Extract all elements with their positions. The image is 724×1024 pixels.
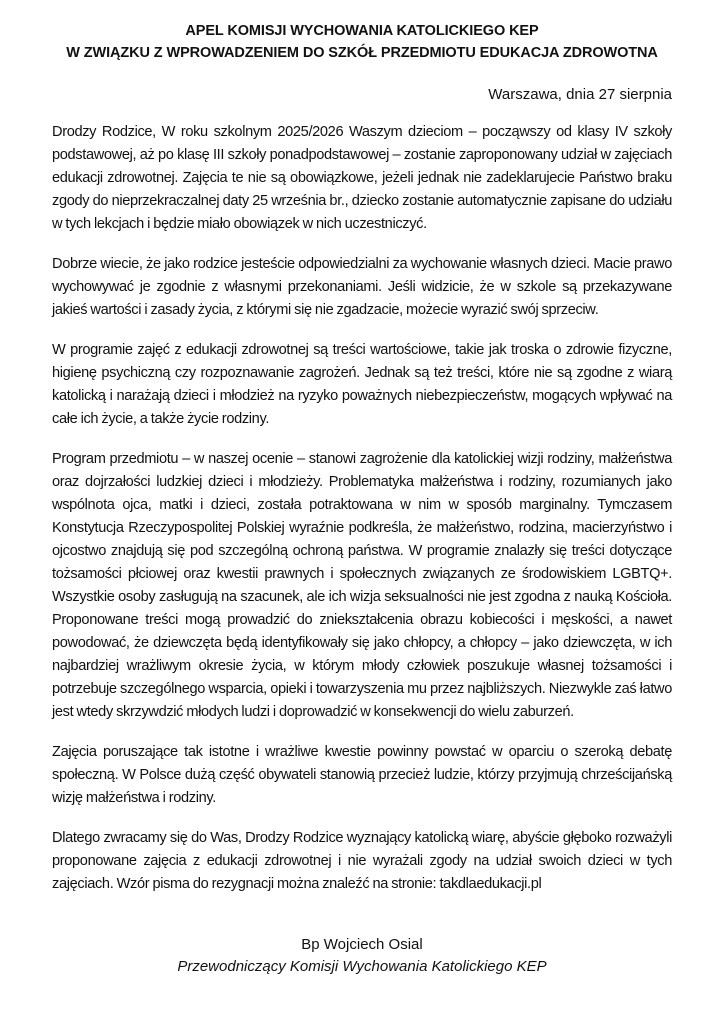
letter-body (52, 121, 672, 913)
place-date: Warszawa, dnia 27 sierpnia (488, 86, 672, 103)
document-title (0, 20, 724, 64)
paragraph-parental-rights: Dobrze wiecie, że jako rodzice jesteście odpowiedzialni za wychowanie własnych dzieci. Macie prawo wychowywać je zgodnie z własnymi przekonaniami. Jeśli widzicie, że w szkole są przekazywane jakieś wartości i zasady życia, z którymi się nie zgadzacie, możecie wyrazić swój sprzeciw. (52, 256, 672, 318)
signatory-role: Przewodniczący Komisji Wychowania Katolickiego KEP (177, 958, 547, 975)
title-line-1: APEL KOMISJI WYCHOWANIA KATOLICKIEGO KEP (185, 23, 539, 39)
paragraph-intro: Drodzy Rodzice, W roku szkolnym 2025/2026 Waszym dzieciom – począwszy od klasy IV szkoły podstawowej, aż po klasę III szkoły ponadpodstawowej – zostanie zaproponowany udział w zajęciach edukacji zdrowotnej. Zajęcia te nie są obowiązkowe, jeżeli jednak nie zadeklarujecie Państwo braku zgody do nieprzekraczalnej daty 25 września br., dziecko zostanie automatycznie zapisane do udziału w tych lekcjach i będzie miało obowiązek w nich uczestniczyć. (52, 124, 672, 232)
paragraph-appeal: Dlatego zwracamy się do Was, Drodzy Rodzice wyznający katolicką wiarę, abyście głęboko rozważyli proponowane zajęcia z edukacji zdrowotnej i nie wyrażali zgody na udział swoich dzieci w tych zajęciach. Wzór pisma do rezygnacji można znaleźć na stronie: takdlaedukacji.pl (52, 830, 672, 892)
paragraph-public-debate: Zajęcia poruszające tak istotne i wrażliwe kwestie powinny powstać w oparciu o szeroką debatę społeczną. W Polsce dużą część obywateli stanowią przecież ludzie, którzy przyjmują chrześcijańską wizję małżeństwa i rodziny. (52, 744, 672, 806)
paragraph-program-assessment: Program przedmiotu – w naszej ocenie – stanowi zagrożenie dla katolickiej wizji rodziny, małżeństwa oraz dojrzałości ludzkiej dzieci i młodzieży. Problematyka małżeństwa i rodziny, rozumianych jako wspólnota ojca, matki i dzieci, została potraktowana w nim w sposób marginalny. Tymczasem Konstytucja Rzeczypospolitej Polskiej wyraźnie podkreśla, że małżeństwo, rodzina, macierzyństwo i ojcostwo znajdują się pod szczególną ochroną państwa. W programie znalazły się treści dotyczące tożsamości płciowej oraz kwestii prawnych i społecznych związanych ze środowiskiem LGBTQ+. Wszystkie osoby zasługują na szacunek, ale ich wizja seksualności nie jest zgodna z nauką Kościoła. Proponowane treści mogą prowadzić do zniekształcenia obrazu kobiecości i męskości, a nawet powodować, że dziewczęta będą identyfikowały się jako chłopcy, a chłopcy – jako dziewczęta, w ich najbardziej wrażliwym okresie życia, w którym młody człowiek poszukuje własnej tożsamości i potrzebuje szczególnego wsparcia, opieki i towarzyszenia mu przez najbliższych. Niezwykle zaś łatwo jest wtedy skrzywdzić młodych ludzi i doprowadzić w konsekwencji do wielu zaburzeń. (52, 451, 672, 720)
signature-block (0, 934, 724, 978)
paragraph-program-content: W programie zajęć z edukacji zdrowotnej są treści wartościowe, takie jak troska o zdrowie fizyczne, higienę psychiczną czy rozpoznawanie zagrożeń. Jednak są też treści, które nie są zgodne z wiarą katolicką i narażają dzieci i młodzież na ryzyko poważnych niebezpieczeństw, mogących wpływać na całe ich życie, a także życie rodziny. (52, 342, 672, 427)
signatory-name: Bp Wojciech Osial (301, 936, 423, 953)
title-line-2: W ZWIĄZKU Z WPROWADZENIEM DO SZKÓŁ PRZEDMIOTU EDUKACJA ZDROWOTNA (66, 45, 658, 61)
